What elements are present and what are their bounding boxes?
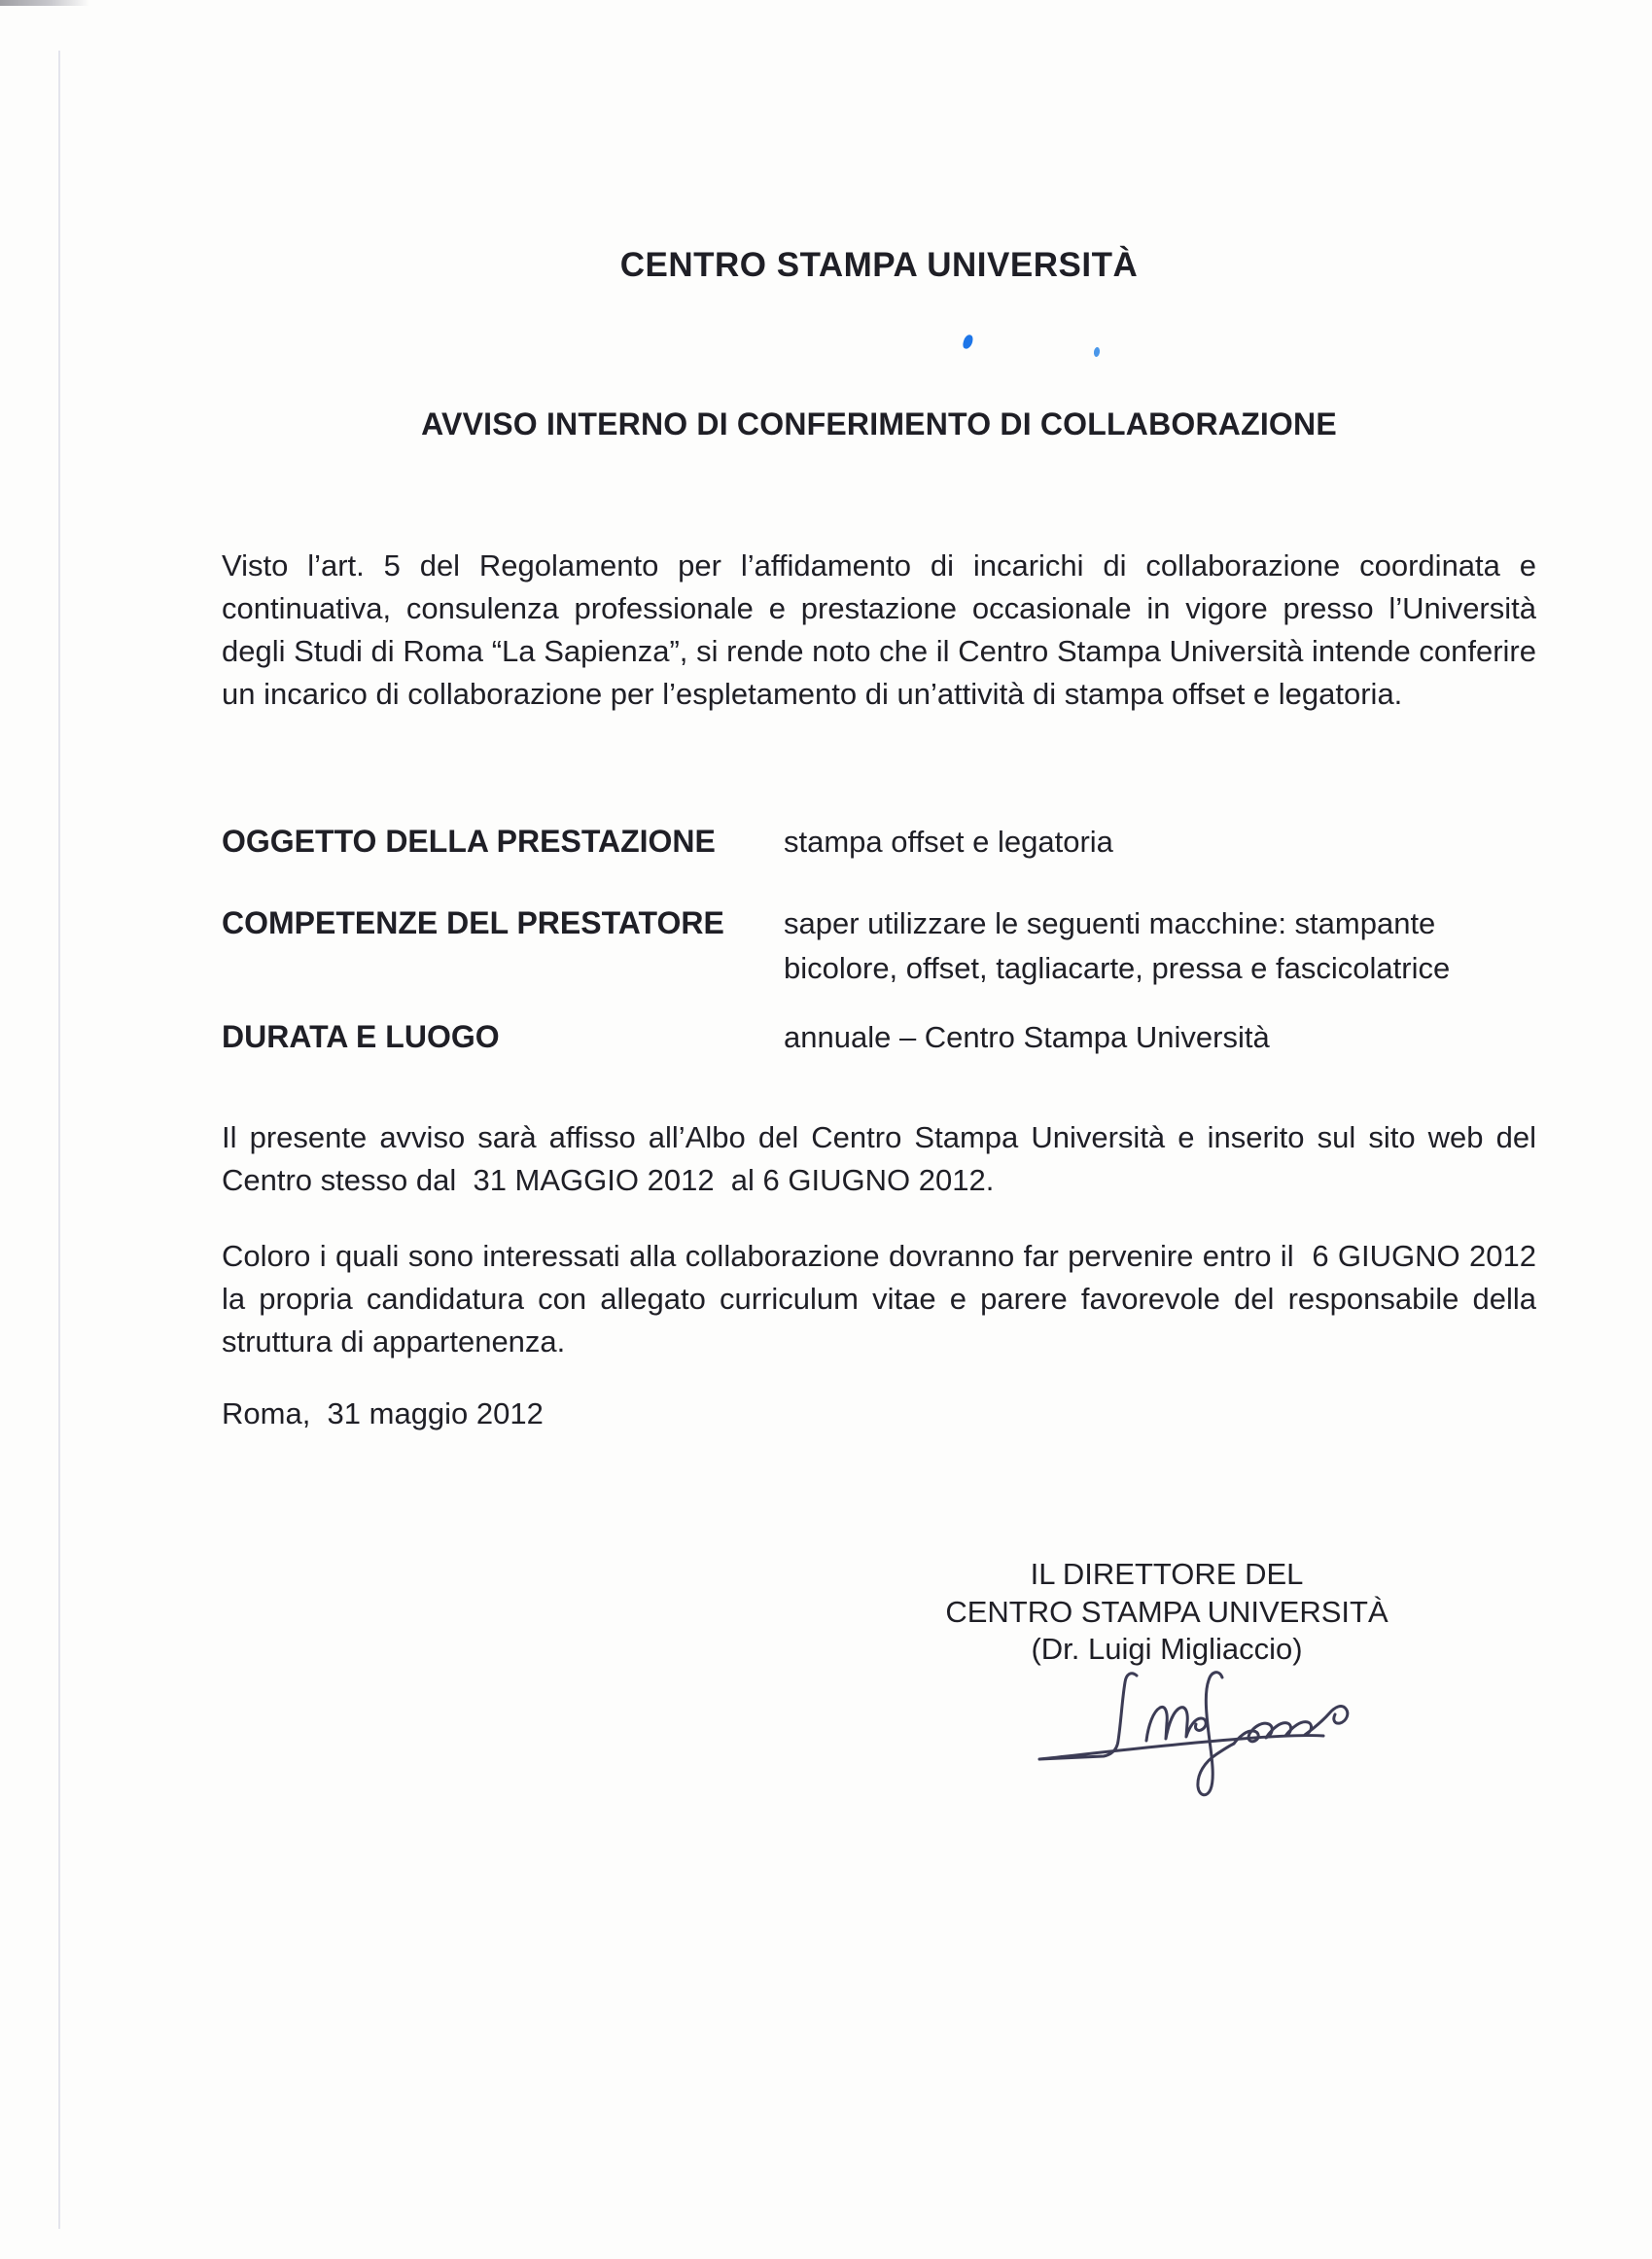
document-subtitle: AVVISO INTERNO DI CONFERIMENTO DI COLLABORAZIONE [421,406,1337,441]
signature-stroke-letters [1146,1707,1206,1741]
detail-value: annuale – Centro Stampa Università [784,1020,1270,1054]
ink-speck-small [1093,347,1100,358]
detail-label: COMPETENZE DEL PRESTATORE [222,905,724,940]
signatory-role-line2: CENTRO STAMPA UNIVERSITÀ [945,1594,1388,1629]
scan-edge-smudge [0,0,89,6]
signature-stroke-loop [1198,1673,1234,1795]
detail-value: saper utilizzare le seguenti macchine: stampante bicolore, offset, tagliacarte, pressa e fascicolatrice [784,906,1451,985]
handwritten-signature [1019,1665,1365,1801]
signature-stroke-underline [1039,1674,1323,1759]
application-paragraph: Coloro i quali sono interessati alla collaborazione dovranno far pervenire entro il 6 GIUGNO 2012 la propria candidatura con allegato curriculum vitae e parere favorevole del responsabile della struttura di appartenenza. [222,1239,1536,1359]
document-title: CENTRO STAMPA UNIVERSITÀ [619,246,1139,284]
signature-block [875,1556,1459,1669]
detail-label: OGGETTO DELLA PRESTAZIONE [222,824,716,859]
signatory-name: (Dr. Luigi Migliaccio) [1031,1632,1303,1666]
ink-speck-large [962,334,974,350]
scanner-artifact-line [58,51,60,2229]
place-and-date: Roma, 31 maggio 2012 [222,1396,544,1430]
signatory-role-line1: IL DIRETTORE DEL [1030,1557,1304,1591]
intro-paragraph: Visto l’art. 5 del Regolamento per l’affidamento di incarichi di collaborazione coordinata e continuativa, consulenza professionale e prestazione occasionale in vigore presso l’Università degli Studi di Roma “La Sapienza”, si rende noto che il Centro Stampa Università intende conferire un incarico di collaborazione per l’espletamento di un’attività di stampa offset e legatoria. [222,548,1536,711]
detail-value: stampa offset e legatoria [784,825,1113,859]
detail-label: DURATA E LUOGO [222,1019,500,1054]
publication-paragraph: Il presente avviso sarà affisso all’Albo del Centro Stampa Università e inserito sul sito web del Centro stesso dal 31 MAGGIO 2012 al 6 GIUGNO 2012. [222,1120,1536,1197]
